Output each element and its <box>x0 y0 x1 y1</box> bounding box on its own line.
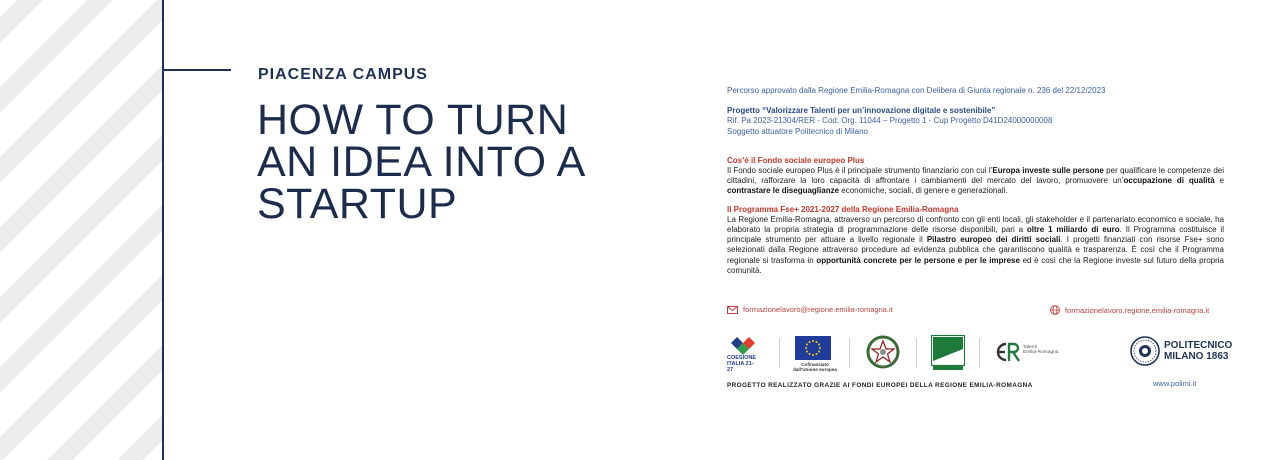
website-text[interactable]: formazionelavoro.regione.emilia-romagna.it <box>1065 305 1210 315</box>
website-contact[interactable] <box>1050 305 1209 315</box>
logo-separator <box>916 338 917 368</box>
text-span: La Regione Emilia-Romagna, attraverso un percorso di confronto con gli enti locali, gli stakeholder e il partenariato economico e sociale, ha elaborato la propria strategia di programmazione delle risorse disponibili, pari a <box>727 214 1224 235</box>
regione-er-logo <box>931 335 965 376</box>
campus-label: PIACENZA CAMPUS <box>258 66 428 83</box>
eu-flag-icon <box>795 336 831 360</box>
coesione-line: ITALIA 21-27 <box>727 361 754 373</box>
fse-paragraph <box>727 166 1224 197</box>
logo-separator <box>779 338 780 368</box>
project-title: Progetto “Valorizzare Talenti per un’innovazione digitale e sostenibile” <box>727 106 996 116</box>
eu-logo <box>793 336 837 373</box>
program-paragraph <box>727 215 1224 276</box>
coesione-logo <box>727 335 759 378</box>
text-span: ed è così che la Regione investe sul futuro della propria comunità. <box>727 255 1225 275</box>
bold-span: contrastare le diseguaglianze <box>727 186 840 196</box>
project-actor: Soggetto attuatore Politecnico di Milano <box>727 126 868 136</box>
bold-span: oltre 1 miliardo di euro <box>1026 225 1120 235</box>
talenti-er-logo <box>995 341 1059 368</box>
polimi-logo <box>1130 336 1232 366</box>
polimi-seal-icon <box>1130 336 1160 366</box>
logo-separator <box>979 338 980 368</box>
globe-icon <box>1050 305 1060 315</box>
text-span: economiche, sociali, di genere e generazionali. <box>839 186 1008 196</box>
page-title <box>257 96 657 228</box>
eu-line: dall’Unione europea <box>793 367 837 373</box>
project-ref: Rif. Pa 2023-21304/RER - Cod. Org. 11044 – Progetto 1 - Cup Progetto D41D24000000008 <box>727 116 1053 126</box>
email-contact[interactable] <box>727 305 893 314</box>
decorative-stripes <box>0 0 162 460</box>
info-panel <box>727 86 1224 276</box>
talenti-line: Talenti <box>1023 345 1037 350</box>
polimi-line: POLITECNICO <box>1164 340 1233 351</box>
email-text[interactable]: formazionelavoro@regione.emilia-romagna.it <box>743 305 893 314</box>
fse-heading: Cos’è il Fondo sociale europeo Plus <box>727 155 865 165</box>
title-line: AN IDEA INTO A <box>257 138 586 186</box>
italy-emblem <box>866 335 900 374</box>
title-line: STARTUP <box>257 180 458 228</box>
text-span: e <box>1214 176 1225 186</box>
text-span: . I progetti finanziati con risorse Fse+ sono selezionati dalla Regione attraverso procedure ad evidenza pubblica che garantiscono qualità e trasparenza. È così che il Programma regionale si trasforma in <box>727 235 1224 265</box>
bold-span: occupazione di qualità <box>1123 176 1215 186</box>
polimi-wordmark <box>1164 340 1232 362</box>
text-span: per qualificare le competenze dei cittadini, rafforzare la loro capacità di affrontare i cambiamenti del mercato del lavoro, promuovere un’ <box>727 166 1225 186</box>
title-line: HOW TO TURN <box>257 96 569 144</box>
program-heading: Il Programma Fse+ 2021-2027 della Regione Emilia-Romagna <box>727 204 959 214</box>
approval-note: Percorso approvato dalla Regione Emilia-Romagna con Delibera di Giunta regionale n. 236 del 22/12/2023 <box>727 86 1106 95</box>
text-span: Il Fondo sociale europeo Plus è il principale strumento finanziario con cui l’ <box>727 166 993 176</box>
er-monogram-icon <box>995 341 1021 363</box>
footer-note: PROGETTO REALIZZATO GRAZIE AI FONDI EUROPEI DELLA REGIONE EMILIA-ROMAGNA <box>727 382 1033 389</box>
text-span: . Il Programma costituisce il principale strumento per attuare a livello regionale il <box>727 225 1224 245</box>
stripes-pattern <box>0 0 162 460</box>
polimi-line: MILANO 1863 <box>1164 351 1229 362</box>
logo-separator <box>849 338 850 368</box>
bold-span: Pilastro europeo dei diritti sociali <box>926 235 1061 245</box>
eu-line: Cofinanziato <box>801 362 829 367</box>
talenti-line: Emilia-Romagna <box>1023 350 1059 356</box>
envelope-icon <box>727 306 738 314</box>
bold-span: opportunità concrete per le persone e per le imprese <box>816 255 1020 265</box>
horizontal-accent <box>164 69 231 71</box>
regione-emilia-romagna-icon <box>931 335 965 371</box>
polimi-website-link[interactable]: www.polimi.it <box>1153 379 1197 388</box>
coesione-line: COESIONE <box>727 355 757 361</box>
italian-republic-emblem-icon <box>866 335 900 369</box>
bold-span: Europa investe sulle persone <box>992 166 1104 176</box>
